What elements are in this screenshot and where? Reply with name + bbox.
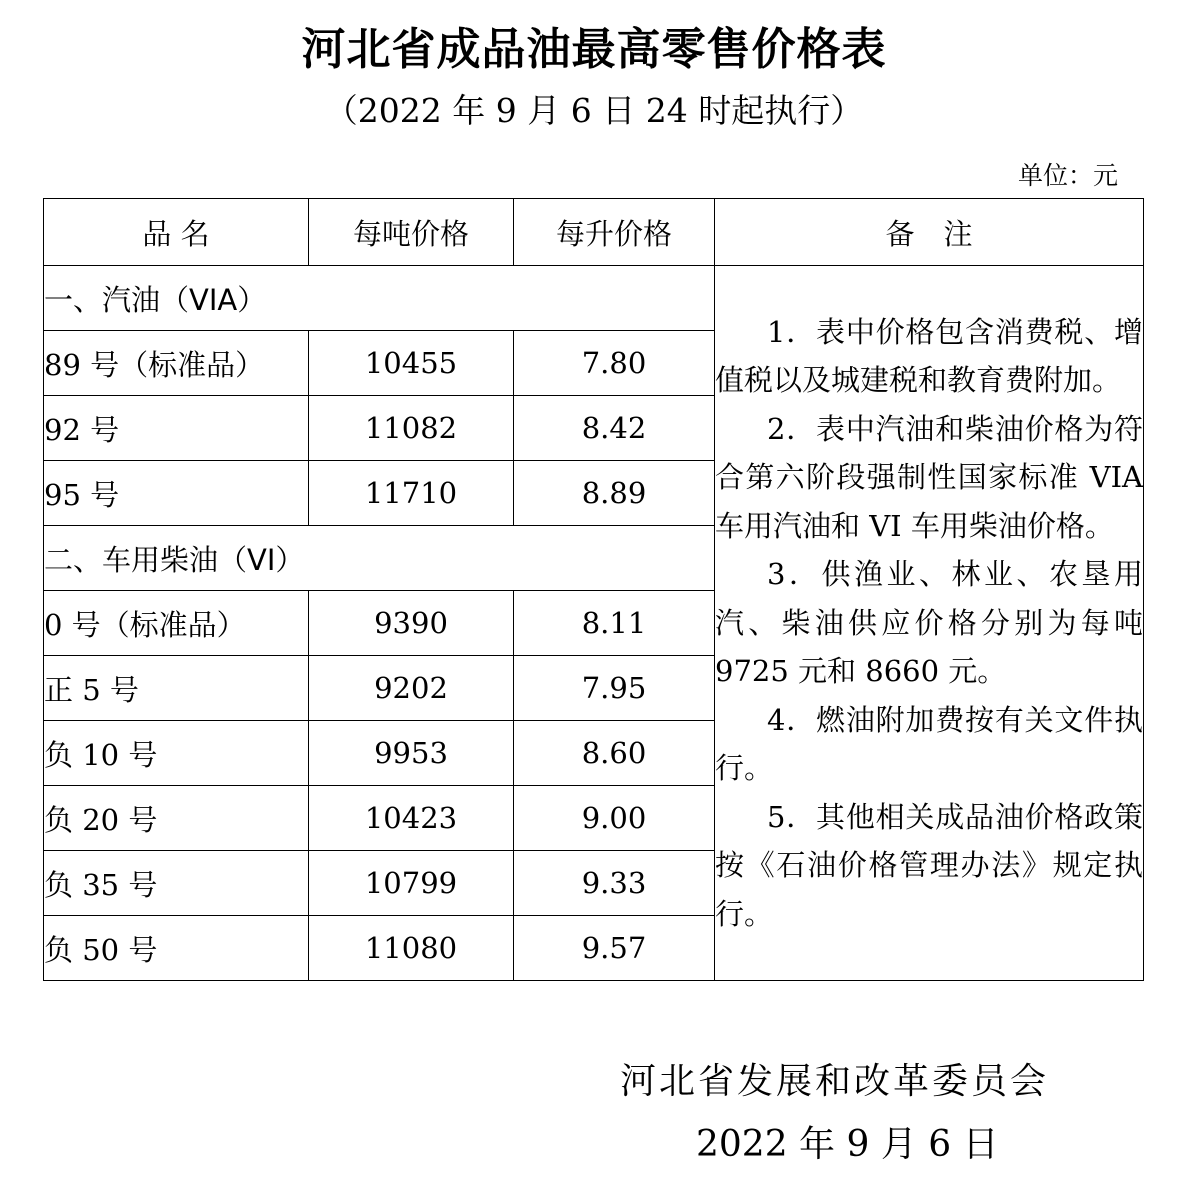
price-per-liter: 8.89 [514, 461, 715, 526]
price-per-ton: 10423 [309, 786, 514, 851]
product-name: 95 号 [44, 461, 309, 526]
product-name: 0 号（标准品） [44, 591, 309, 656]
price-table [43, 198, 1144, 981]
price-per-ton: 10455 [309, 331, 514, 396]
column-header-product: 品 名 [44, 199, 309, 266]
product-name: 89 号（标准品） [44, 331, 309, 396]
column-header-remarks: 备 注 [715, 199, 1144, 266]
product-name: 正 5 号 [44, 656, 309, 721]
price-per-liter: 7.80 [514, 331, 715, 396]
column-header-per-liter: 每升价格 [514, 199, 715, 266]
product-name: 92 号 [44, 396, 309, 461]
remark-item: 1．表中价格包含消费税、增值税以及城建税和教育费附加。 [715, 314, 1143, 398]
price-per-liter: 9.00 [514, 786, 715, 851]
issuing-organization: 河北省发展和改革委员会 [620, 1061, 1050, 1102]
issue-date: 2022 年 9 月 6 日 [696, 1124, 999, 1165]
price-per-ton: 9953 [309, 721, 514, 786]
price-per-ton: 11710 [309, 461, 514, 526]
remark-item: 3．供渔业、林业、农垦用汽、柴油供应价格分别为每吨 9725 元和 8660 元。 [715, 557, 1143, 689]
table-header-row [44, 199, 1144, 266]
price-per-ton: 11082 [309, 396, 514, 461]
price-per-liter: 8.42 [514, 396, 715, 461]
remark-item: 5．其他相关成品油价格政策按《石油价格管理办法》规定执行。 [715, 799, 1143, 931]
price-per-ton: 10799 [309, 851, 514, 916]
product-name: 负 50 号 [44, 916, 309, 981]
price-per-ton: 11080 [309, 916, 514, 981]
remark-item: 4．燃油附加费按有关文件执行。 [715, 702, 1143, 786]
price-per-liter: 8.11 [514, 591, 715, 656]
product-name: 负 10 号 [44, 721, 309, 786]
unit-label: 单位：元 [1017, 161, 1118, 190]
product-name: 负 20 号 [44, 786, 309, 851]
price-per-liter: 9.57 [514, 916, 715, 981]
section-label-diesel: 二、车用柴油（VI） [44, 526, 715, 591]
remark-item: 2．表中汽油和柴油价格为符合第六阶段强制性国家标准 VIA 车用汽油和 VI 车用柴油价格。 [715, 411, 1143, 543]
remarks-cell [715, 266, 1144, 981]
price-per-liter: 7.95 [514, 656, 715, 721]
price-per-liter: 9.33 [514, 851, 715, 916]
section-row-gasoline [44, 266, 1144, 331]
price-per-ton: 9202 [309, 656, 514, 721]
column-header-per-ton: 每吨价格 [309, 199, 514, 266]
product-name: 负 35 号 [44, 851, 309, 916]
document-title: 河北省成品油最高零售价格表 [301, 24, 887, 75]
effective-time-subtitle: （2022 年 9 月 6 日 24 时起执行） [324, 91, 864, 130]
price-per-liter: 8.60 [514, 721, 715, 786]
price-per-ton: 9390 [309, 591, 514, 656]
section-label-gasoline: 一、汽油（VIA） [44, 266, 715, 331]
